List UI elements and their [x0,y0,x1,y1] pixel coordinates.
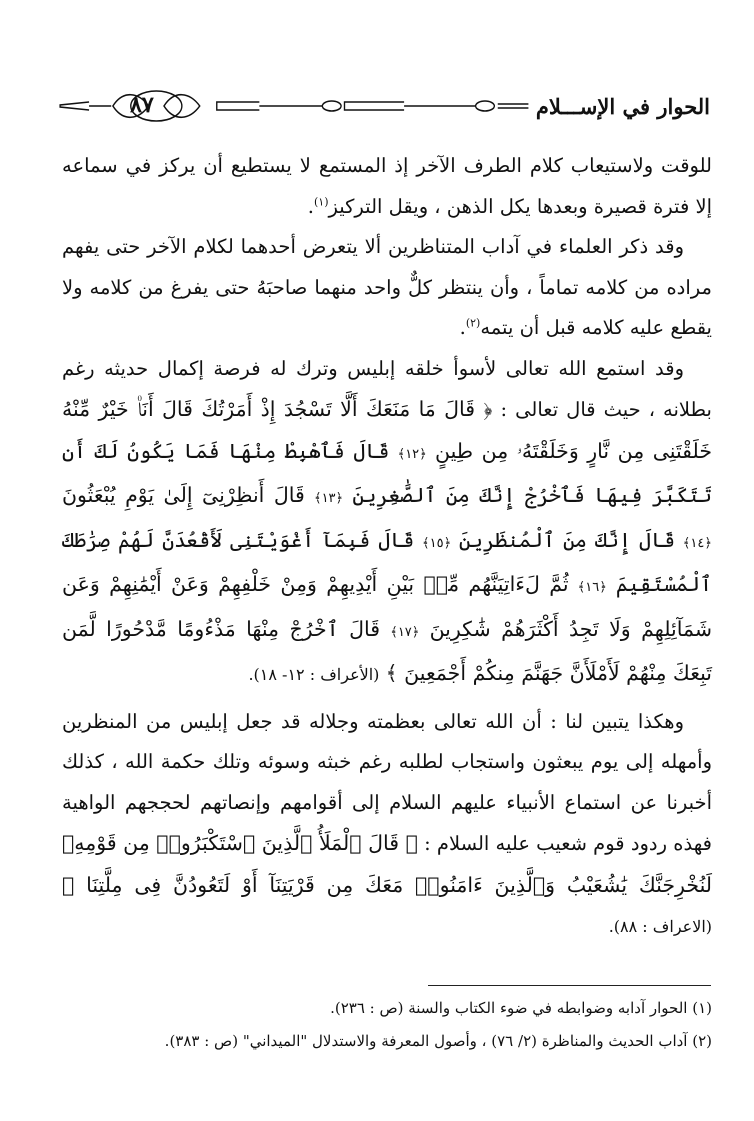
quran-verse-5: ثُمَّ لَءَاتِيَنَّهُم مِّنۢ بَيْنِ أَيْدِيهِمْ وَمِنْ خَلْفِهِمْ وَعَنْ أَيْمَٰنِهِمْ وَعَن شَمَآئِلِهِمْ وَلَا تَجِدُ أَكْثَرَهُمْ شَٰكِرِينَ [62,572,713,641]
quran-verse-2: قَالَ أَنظِرْنِىٓ إِلَىٰ يَوْمِ يُبْعَثُونَ [62,483,305,507]
main-text [62,146,712,948]
ayah-marker-13: ﴿١٣﴾ [313,491,344,506]
paragraph-3 [62,349,712,696]
paragraph-2-end: . [459,316,466,339]
verse-reference-2: (الاعراف : ٨٨). [608,917,712,936]
footnote-2: (٢) آداب الحديث والمناظرة (٢/ ٧٦) ، وأصول المعرفة والاستدلال "الميداني" (ص : ٣٨٣). [164,1032,712,1050]
paragraph-3-intro: وقد استمع الله تعالى لأسوأ خلقه إبليس وترك له فرصة إكمال حديثه رغم بطلانه ، حيث قال تعالى : [62,356,712,421]
footnote-1: (١) الحوار آدابه وضوابطه في ضوء الكتاب والسنة (ص : ٢٣٦). [330,999,712,1017]
paragraph-2 [62,227,712,349]
quran-verse-shuaib: ﴿ قَالَ ٱلْمَلَأُ ٱلَّذِينَ ٱسْتَكْبَرُوا۟ مِن قَوْمِهِۦ لَنُخْرِجَنَّكَ يَٰشُعَيْبُ وَٱلَّذِينَ ءَامَنُوا۟ مَعَكَ مِن قَرْيَتِنَآ أَوْ لَتَعُودُنَّ فِى مِلَّتِنَا ﴾ [62,831,712,897]
verse-reference-1: (الأعراف : ١٢- ١٨). [248,665,380,684]
ayah-marker-17: ﴿١٧﴾ [390,624,420,640]
footnote-ref-2[interactable]: (٢) [465,316,481,330]
footnotes [62,992,712,1058]
quran-verse-4: قَالَ فَبِمَآ أَغْوَيْتَنِى لَأَقْعُدَنَّ لَهُمْ صِرَٰطَكَ ٱلْمُسْتَقِيمَ [62,527,712,596]
footnote-divider [428,985,711,986]
footnote-ref-1[interactable]: (١) [313,195,329,208]
paragraph-2-text: وقد ذكر العلماء في آداب المتناظرين ألا يتعرض أحدهما لكلام الآخر حتى يفهم مراده من كلامه تماماً ، وأن ينتظر كلٌّ واحد منهما صاحبَهُ حتى يفرغ من كلامه ولا يقطع عليه كلامه قبل أن يتمه [62,235,712,339]
quran-verse-0: ﴿ قَالَ مَا مَنَعَكَ أَلَّا تَسْجُدَ إِذْ أَمَرْتُكَ قَالَ أَنَا۠ خَيْرٌ مِّنْهُ خَلَقْتَنِى مِن نَّارٍ وَخَلَقْتَهُۥ مِن طِينٍ [62,397,713,463]
ayah-marker-14: ﴿١٤﴾ [682,535,712,551]
paragraph-4-intro: وهكذا يتبين لنا : أن الله تعالى بعظمته وجلاله قد جعل إبليس من المنظرين وأمهله إلى يوم يبعثون واستجاب لطلبه رغم خبثه وسوئه وتلك حكمة الله ، كذلك أخبرنا عن استماع الأنبياء عليهم السلام إلى أقوامهم وإنصاتهم لحججهم الواهية فهذه ردود قوم شعيب عليه السلام : [62,709,712,855]
paragraph-1 [62,146,712,227]
ayah-marker-15: ﴿١٥﴾ [422,535,452,551]
page-number: ٨٧ [130,92,154,118]
ayah-marker-16: ﴿١٦﴾ [577,580,607,595]
running-title: الحوار في الإســـلام [535,93,710,119]
quran-verse-3: قَالَ إِنَّكَ مِنَ ٱلْمُنظَرِينَ [458,527,676,552]
ayah-marker-12: ﴿١٢﴾ [397,446,427,462]
paragraph-1-end: . [307,194,314,218]
quran-verse-1: قَالَ فَٱهْبِطْ مِنْهَا فَمَا يَكُونُ لَكَ أَن تَتَكَبَّرَ فِيهَا فَٱخْرُجْ إِنَّكَ مِنَ ٱلصَّٰغِرِينَ [62,438,712,507]
paragraph-4 [62,702,712,948]
quran-verse-6: قَالَ ٱخْرُجْ مِنْهَا مَذْءُومًا مَّدْحُورًا لَّمَن تَبِعَكَ مِنْهُمْ لَأَمْلَأَنَّ جَهَنَّمَ مِنكُمْ أَجْمَعِينَ ﴾ [62,616,712,685]
paragraph-1-text: للوقت ولاستيعاب كلام الطرف الآخر إذ المستمع لا يستطيع أن يركز في سماعه إلا فترة قصيرة وبعدها يكل الذهن ، ويقل التركيز [62,154,712,218]
